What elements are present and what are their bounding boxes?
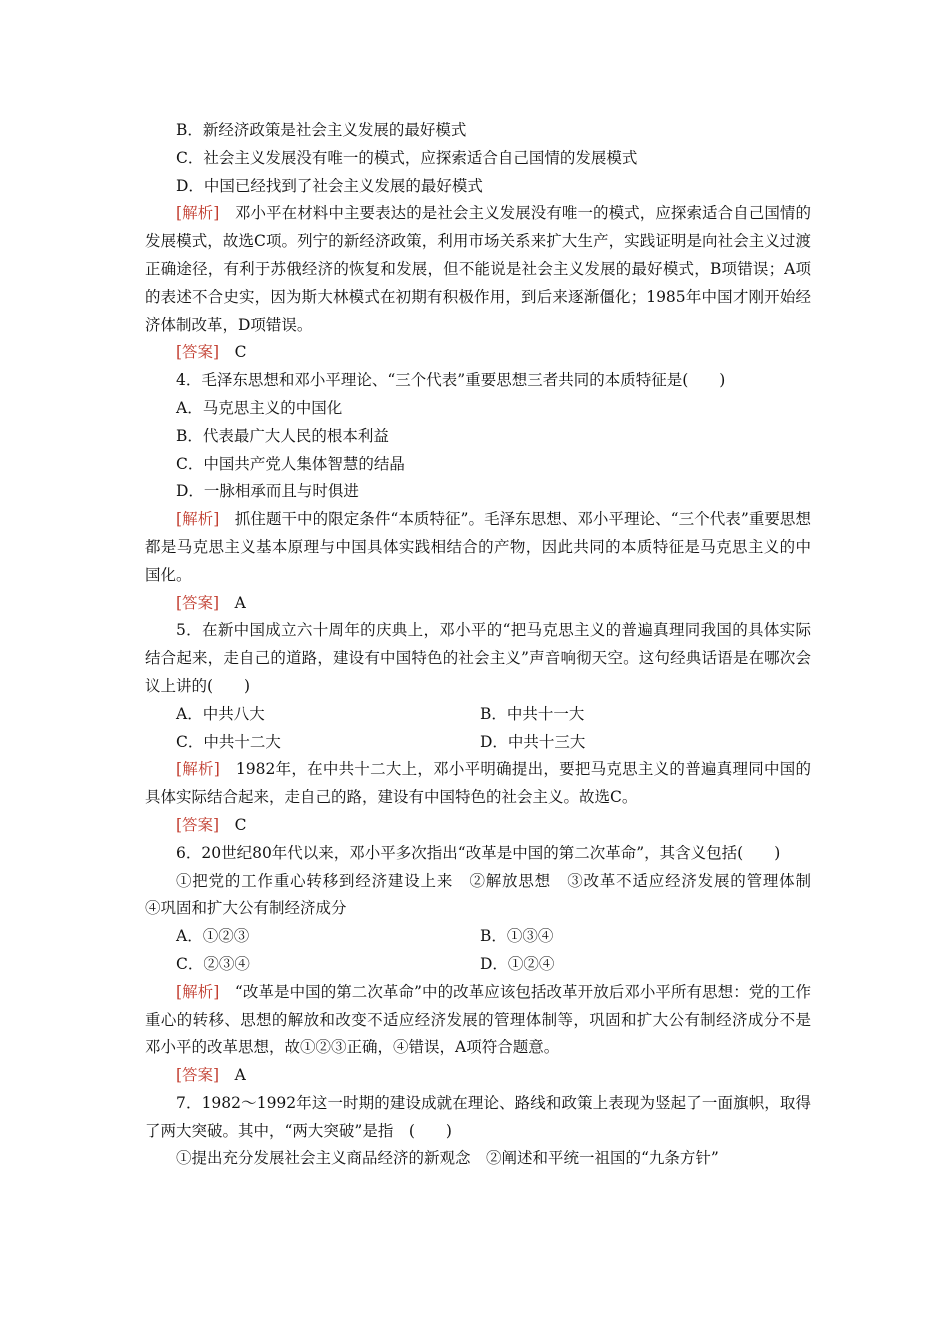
answer-value: C (234, 343, 247, 362)
q4-option-a: A．马克思主义的中国化 (176, 398, 343, 417)
q4-option-c: C．中国共产党人集体智慧的结晶 (176, 454, 405, 473)
q6-items: ①把党的工作重心转移到经济建设上来 ②解放思想 ③改革不适应经济发展的管理体制 ④巩固和扩大公有制经济成分 (145, 871, 827, 918)
q5-option-b: B．中共十一大 (480, 704, 585, 723)
q6-option-c: C．②③④ (176, 954, 250, 973)
q5-options-row-1 (145, 701, 811, 729)
answer-tag: [答案] (176, 1066, 220, 1085)
answer-tag: [答案] (176, 593, 220, 612)
q4-analysis (145, 506, 811, 589)
q7-items: ①提出充分发展社会主义商品经济的新观念 ②阐述和平统一祖国的“九条方针” (176, 1149, 719, 1168)
q5-option-c: C．中共十二大 (176, 732, 281, 751)
answer-tag: [答案] (176, 343, 220, 362)
q4-answer (145, 590, 811, 618)
q3-analysis (145, 200, 811, 339)
q6-answer (145, 1062, 811, 1090)
q4-option-d: D．一脉相承而且与时俱进 (176, 482, 359, 501)
q5-option-a: A．中共八大 (176, 704, 265, 723)
q6-option-a: A．①②③ (176, 927, 250, 946)
q3-option-c: C．社会主义发展没有唯一的模式，应探索适合自己国情的发展模式 (176, 148, 638, 167)
q5-options-row-2 (145, 729, 811, 757)
q6-options-row-2 (145, 951, 811, 979)
answer-value: A (234, 1066, 246, 1085)
q6-options-row-1 (145, 923, 811, 951)
q7-stem: 7．1982～1992年这一时期的建设成就在理论、路线和政策上表现为竖起了一面旗帜，取得了两大突破。其中，“两大突破”是指 ( ) (145, 1093, 811, 1140)
q6-stem: 6．20世纪80年代以来，邓小平多次指出“改革是中国的第二次革命”，其含义包括( ) (176, 843, 781, 862)
analysis-tag: [解析] (176, 760, 220, 779)
q6-analysis (145, 979, 811, 1062)
q6-option-b: B．①③④ (480, 927, 554, 946)
analysis-text: 1982年，在中共十二大上，邓小平明确提出，要把马克思主义的普遍真理同中国的具体实际结合起来，走自己的路，建设有中国特色的社会主义。故选C。 (145, 760, 811, 807)
q4-option-b: B．代表最广大人民的根本利益 (176, 426, 389, 445)
q4-stem: 4．毛泽东思想和邓小平理论、“三个代表”重要思想三者共同的本质特征是( ) (176, 371, 726, 390)
answer-value: C (234, 815, 247, 834)
analysis-tag: [解析] (176, 510, 220, 529)
q3-option-b: B．新经济政策是社会主义发展的最好模式 (176, 121, 467, 139)
q5-answer (145, 812, 811, 840)
answer-tag: [答案] (176, 815, 220, 834)
q5-option-d: D．中共十三大 (480, 732, 586, 751)
analysis-text: “改革是中国的第二次革命”中的改革应该包括改革开放后邓小平所有思想：党的工作重心的转移、思想的解放和改变不适应经济发展的管理体制等，巩固和扩大公有制经济成分不是邓小平的改革思想，故①②③正确，④错误，A项符合题意。 (145, 982, 811, 1057)
q3-option-d: D．中国已经找到了社会主义发展的最好模式 (176, 176, 483, 195)
q5-analysis (145, 756, 811, 812)
analysis-tag: [解析] (176, 982, 220, 1001)
q5-stem: 5．在新中国成立六十周年的庆典上，邓小平的“把马克思主义的普遍真理同我国的具体实际结合起来，走自己的道路，建设有中国特色的社会主义”声音响彻天空。这句经典话语是在哪次会议上讲的( ) (145, 621, 811, 695)
q6-option-d: D．①②④ (480, 954, 555, 973)
answer-value: A (234, 593, 246, 612)
analysis-text: 抓住题干中的限定条件“本质特征”。毛泽东思想、邓小平理论、“三个代表”重要思想都是马克思主义基本原理与中国具体实践相结合的产物，因此共同的本质特征是马克思主义的中国化。 (145, 510, 811, 584)
q3-answer (145, 339, 811, 367)
document-body (145, 117, 827, 1173)
analysis-text: 邓小平在材料中主要表达的是社会主义发展没有唯一的模式，应探索适合自己国情的发展模式，故选C项。列宁的新经济政策，利用市场关系来扩大生产，实践证明是向社会主义过渡正确途径，有利于苏俄经济的恢复和发展，但不能说是社会主义发展的最好模式，B项错误；A项的表述不合史实，因为斯大林模式在初期有积极作用，到后来逐渐僵化；1985年中国才刚开始经济体制改革，D项错误。 (145, 204, 811, 334)
analysis-tag: [解析] (176, 204, 220, 223)
